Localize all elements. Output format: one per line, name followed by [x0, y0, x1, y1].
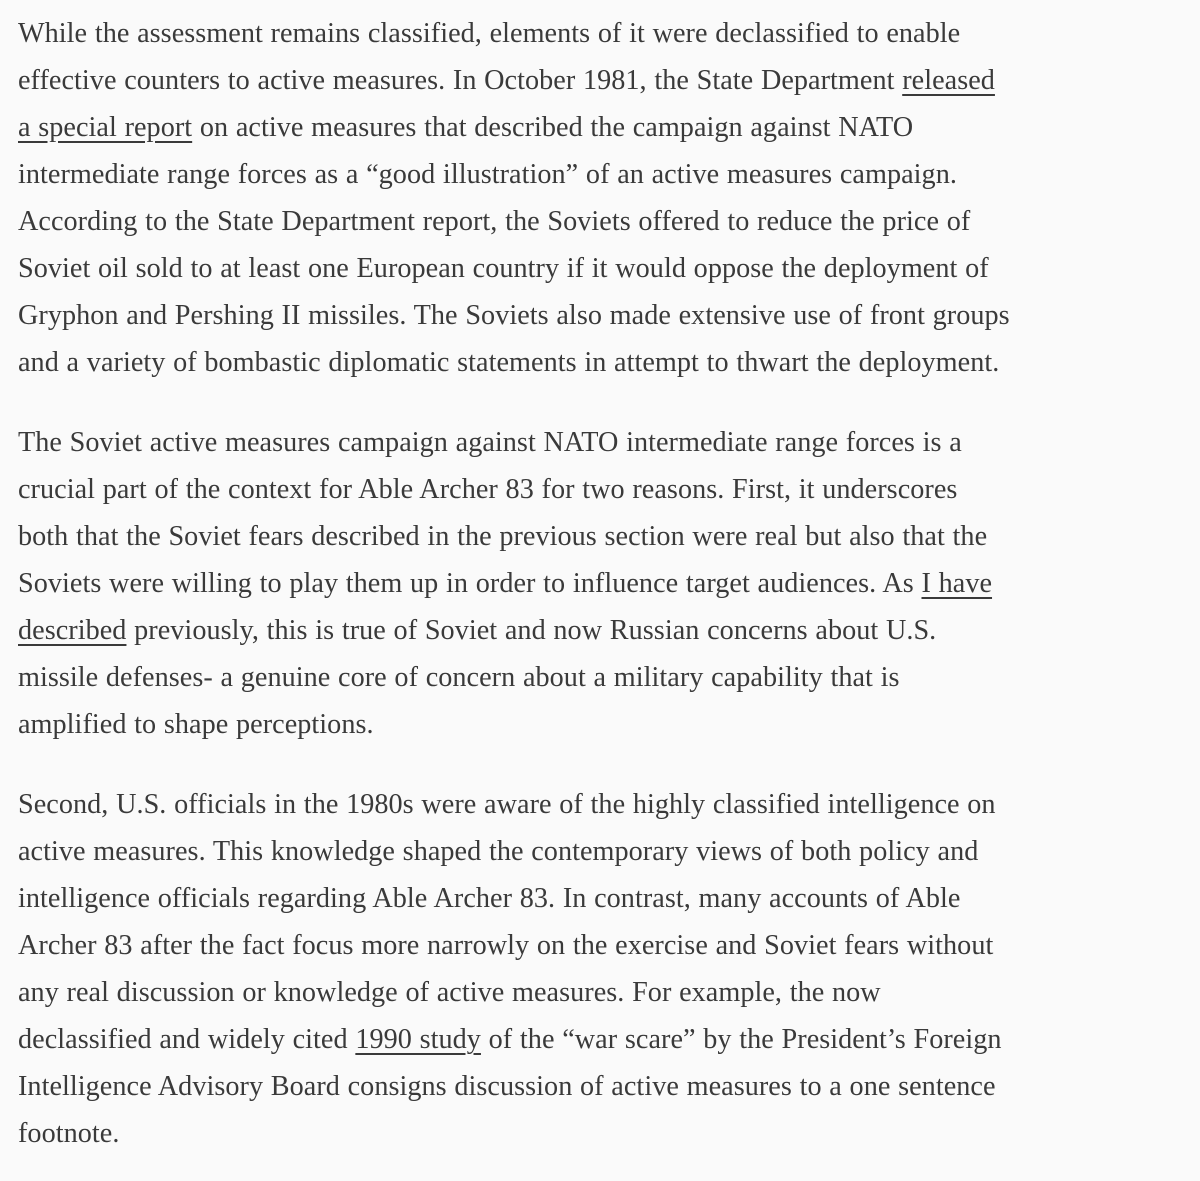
text-line — [18, 875, 1182, 922]
article-paragraph — [18, 10, 1182, 386]
text-line — [18, 466, 1182, 513]
text-segment: Intelligence Advisory Board consigns discussion of active measures to a one sentence — [18, 1071, 996, 1102]
text-segment: While the assessment remains classified, elements of it were declassified to enable — [18, 18, 961, 49]
text-line — [18, 104, 1182, 151]
text-line — [18, 1110, 1182, 1157]
text-line — [18, 245, 1182, 292]
text-segment: intelligence officials regarding Able Archer 83. In contrast, many accounts of Able — [18, 883, 961, 914]
text-segment: Second, U.S. officials in the 1980s were aware of the highly classified intelligence on — [18, 789, 996, 820]
text-line — [18, 292, 1182, 339]
inline-link[interactable]: released — [902, 65, 995, 96]
text-line — [18, 1016, 1182, 1063]
text-line — [18, 969, 1182, 1016]
text-segment: Gryphon and Pershing II missiles. The Soviets also made extensive use of front groups — [18, 300, 1010, 331]
article-paragraph — [18, 419, 1182, 748]
text-segment: Soviets were willing to play them up in order to influence target audiences. As — [18, 568, 922, 599]
text-line — [18, 419, 1182, 466]
text-line — [18, 781, 1182, 828]
text-line — [18, 922, 1182, 969]
text-segment: footnote. — [18, 1118, 120, 1149]
text-line — [18, 513, 1182, 560]
text-segment: amplified to shape perceptions. — [18, 709, 374, 740]
text-line — [18, 339, 1182, 386]
text-segment: effective counters to active measures. In October 1981, the State Department — [18, 65, 903, 96]
text-line — [18, 198, 1182, 245]
text-segment: declassified and widely cited — [18, 1024, 356, 1055]
text-segment: previously, this is true of Soviet and now Russian concerns about U.S. — [126, 615, 937, 646]
text-segment: According to the State Department report, the Soviets offered to reduce the price of — [18, 206, 971, 237]
article-paragraph — [18, 781, 1182, 1157]
text-line — [18, 654, 1182, 701]
text-segment: active measures. This knowledge shaped the contemporary views of both policy and — [18, 836, 979, 867]
inline-link[interactable]: a special report — [18, 112, 193, 143]
inline-link[interactable]: 1990 study — [355, 1024, 481, 1055]
text-segment: missile defenses- a genuine core of concern about a military capability that is — [18, 662, 900, 693]
text-segment: intermediate range forces as a “good illustration” of an active measures campaign. — [18, 159, 957, 190]
text-segment: Archer 83 after the fact focus more narrowly on the exercise and Soviet fears without — [18, 930, 994, 961]
text-line — [18, 1063, 1182, 1110]
inline-link[interactable]: described — [18, 615, 127, 646]
text-line — [18, 607, 1182, 654]
text-segment: both that the Soviet fears described in the previous section were real but also that the — [18, 521, 988, 552]
text-segment: and a variety of bombastic diplomatic statements in attempt to thwart the deployment. — [18, 347, 1000, 378]
text-line — [18, 10, 1182, 57]
text-segment: any real discussion or knowledge of active measures. For example, the now — [18, 977, 881, 1008]
text-segment: on active measures that described the campaign against NATO — [192, 112, 914, 143]
text-segment: crucial part of the context for Able Archer 83 for two reasons. First, it underscores — [18, 474, 958, 505]
inline-link[interactable]: I have — [921, 568, 993, 599]
text-line — [18, 560, 1182, 607]
text-line — [18, 701, 1182, 748]
text-line — [18, 57, 1182, 104]
text-segment: Soviet oil sold to at least one European country if it would oppose the deployment of — [18, 253, 989, 284]
text-line — [18, 828, 1182, 875]
text-segment: of the “war scare” by the President’s Foreign — [480, 1024, 1002, 1055]
text-segment: The Soviet active measures campaign against NATO intermediate range forces is a — [18, 427, 962, 458]
text-line — [18, 151, 1182, 198]
